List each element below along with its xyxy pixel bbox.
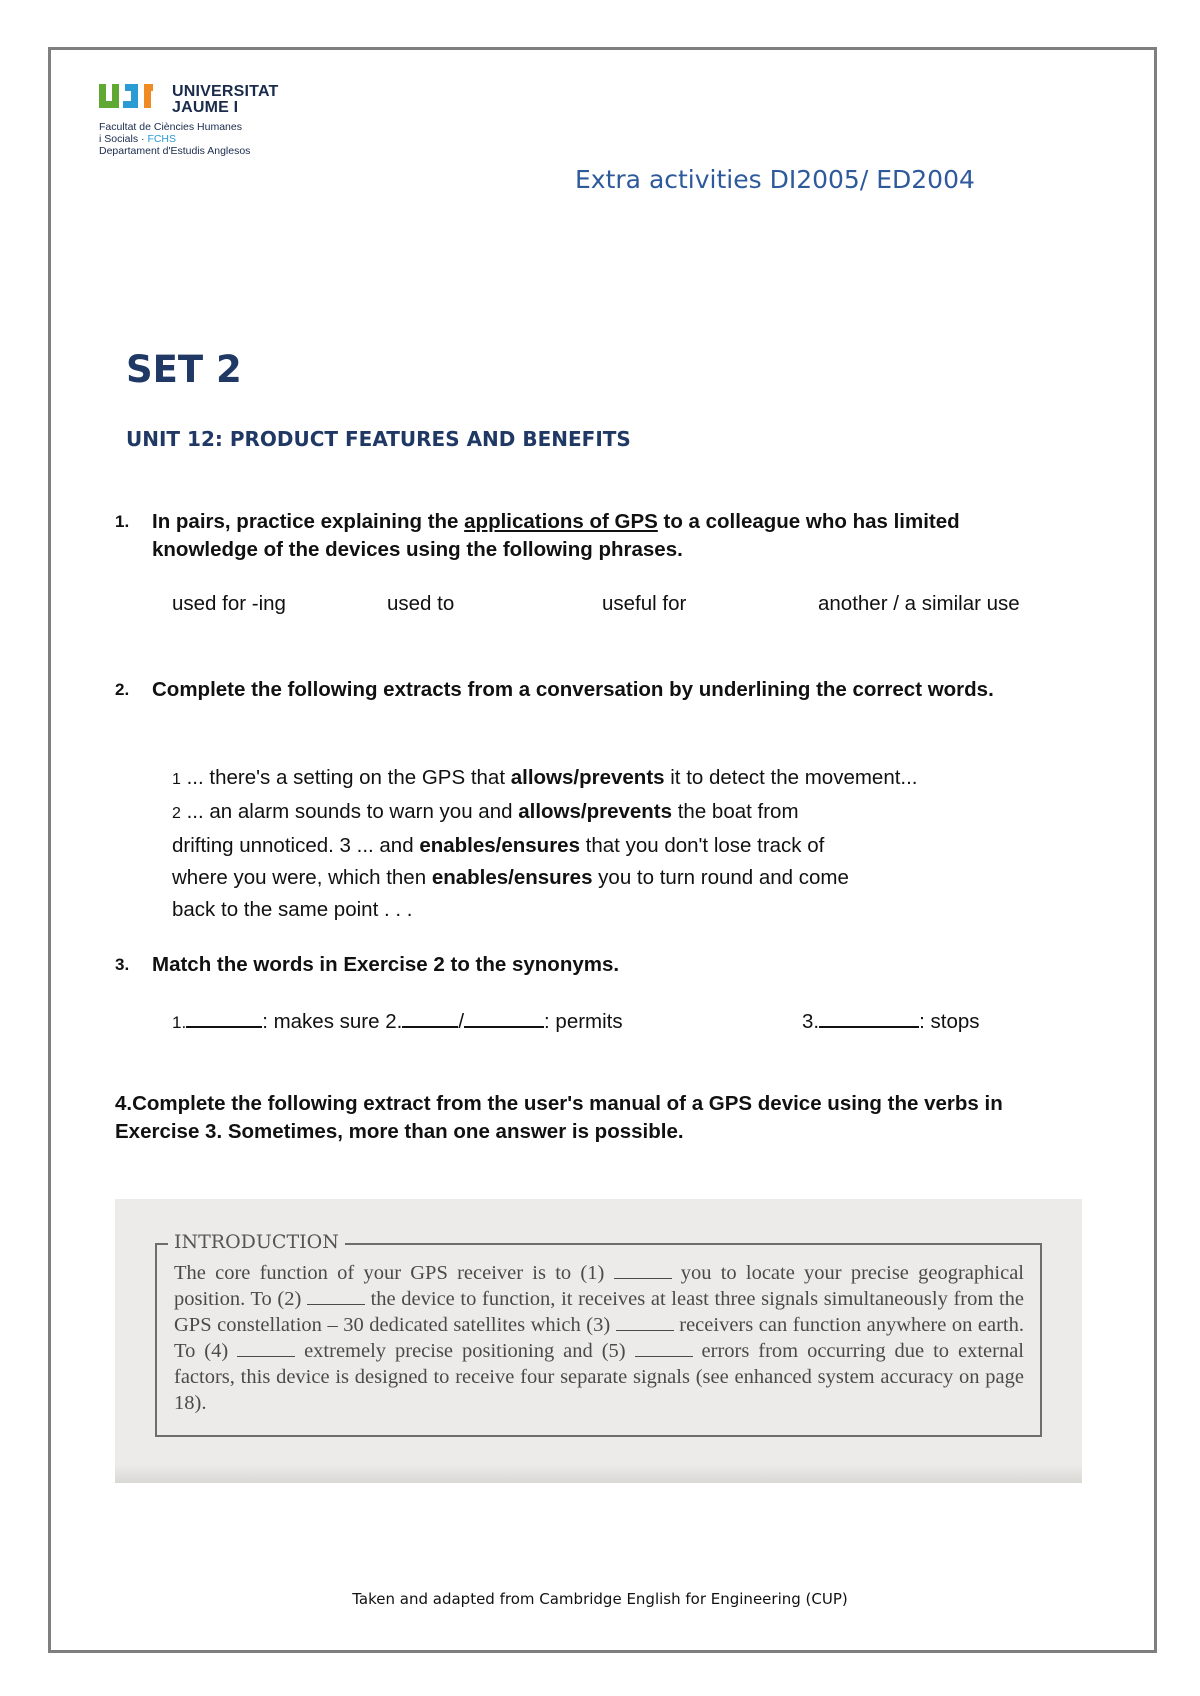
gap-4 bbox=[237, 1341, 295, 1357]
question-text: Match the words in Exercise 2 to the synonyms. bbox=[152, 953, 620, 976]
conversation-extract: 1 ... there's a setting on the GPS that allows/prevents it to detect the movement... 2 ... an alarm sounds to warn you and allows/prevents the boat from drifting unnoticed. 3 ... and enables/ensures that you don't lose track of where you were, which then enables/ensures you to turn round and come back to the same point . . . bbox=[172, 766, 918, 921]
synonym-1-and-2: 1. : makes sure 2. / : permits bbox=[172, 1006, 623, 1034]
synonym-3: 3. : stops bbox=[802, 1006, 980, 1034]
university-logo bbox=[99, 84, 299, 164]
gap-1 bbox=[614, 1263, 672, 1279]
intro-text: The core function of your GPS receiver is to (1) you to locate your precise geographical position. To (2) the device to function, it receives at least three signals simultaneously from the GPS constellation – 30 dedicated satellites which (3) receivers can function anywhere on earth. To (4) extremely precise positioning and (5) errors from occurring due to external factors, this device is designed to receive four separate signals (see enhanced system accuracy on page 18). bbox=[174, 1262, 1024, 1414]
question-number: 1. bbox=[115, 512, 130, 531]
answer-blank[interactable] bbox=[186, 1006, 262, 1028]
scan-shadow bbox=[115, 1465, 1082, 1483]
set-title: SET 2 bbox=[126, 348, 242, 391]
question-text: Complete the following extracts from a conversation by underlining the correct words. bbox=[152, 678, 994, 701]
faculty-name: Facultat de Ciències Humanes i Socials · FCHS Departament d'Estudis Anglesos bbox=[99, 121, 251, 157]
answer-blank[interactable] bbox=[819, 1006, 919, 1028]
question-text: In pairs, practice explaining the applications of GPS to a colleague who has limited knowledge of the devices using the following phrases. bbox=[152, 510, 960, 561]
uji-logo-icon bbox=[99, 84, 167, 112]
question-number: 2. bbox=[115, 680, 130, 699]
gap-3 bbox=[616, 1315, 674, 1331]
phrase-item: used for -ing bbox=[172, 592, 286, 615]
intro-heading: INTRODUCTION bbox=[168, 1231, 345, 1253]
phrase-item: another / a similar use bbox=[818, 592, 1020, 615]
unit-title: UNIT 12: PRODUCT FEATURES AND BENEFITS bbox=[126, 427, 631, 451]
header-title: Extra activities DI2005/ ED2004 bbox=[575, 165, 975, 194]
question-4: 4.Complete the following extract from the user's manual of a GPS device using the verbs in Exercise 3. Sometimes, more than one answer is possible. bbox=[115, 1092, 1003, 1143]
answer-blank[interactable] bbox=[402, 1006, 458, 1028]
phrase-item: useful for bbox=[602, 592, 687, 615]
phrase-item: used to bbox=[387, 592, 455, 615]
gap-5 bbox=[635, 1341, 693, 1357]
university-name: UNIVERSITAT JAUME I bbox=[172, 83, 279, 116]
gap-2 bbox=[307, 1289, 365, 1305]
answer-blank[interactable] bbox=[464, 1006, 544, 1028]
footer-source: Taken and adapted from Cambridge English for Engineering (CUP) bbox=[352, 1590, 848, 1608]
question-number: 3. bbox=[115, 955, 130, 974]
